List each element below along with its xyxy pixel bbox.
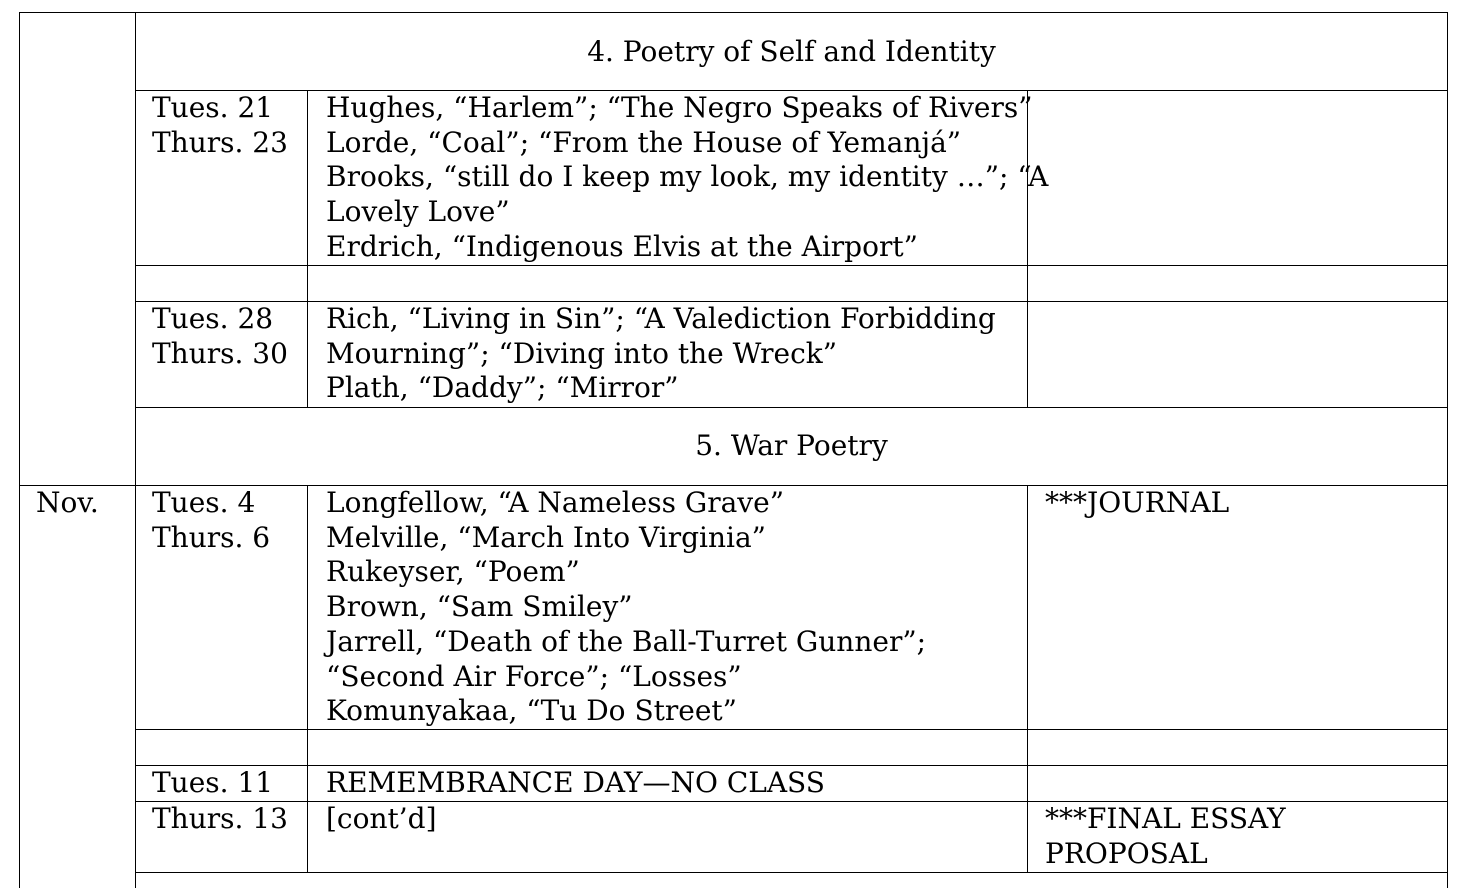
reading-line: Rich, “Living in Sin”; “A Valediction Forbidding (326, 302, 996, 335)
reading-line: Lorde, “Coal”; “From the House of Yemanjá” (326, 125, 962, 159)
readings-cell (326, 91, 1048, 265)
readings-cell (326, 802, 437, 837)
reading-line: Longfellow, “A Nameless Grave” (326, 486, 785, 519)
reading-line: Hughes, “Harlem”; “The Negro Speaks of Rivers” (326, 91, 1033, 124)
reading-line: Mourning”; “Diving into the Wreck” (326, 336, 838, 370)
reading-line: Plath, “Daddy”; “Mirror” (326, 371, 679, 405)
month-text: Nov. (36, 486, 99, 519)
reading-line: Rukeyser, “Poem” (326, 555, 580, 589)
reading-line: “Second Air Force”; “Losses” (326, 659, 742, 693)
table-rule (19, 12, 1448, 13)
reading-line: [cont’d] (326, 802, 437, 835)
table-rule (135, 729, 1448, 730)
table-rule (19, 12, 20, 888)
readings-cell (326, 766, 825, 801)
reading-line: REMEMBRANCE DAY—NO CLASS (326, 766, 825, 799)
date-cell (152, 766, 273, 801)
readings-cell (326, 302, 996, 406)
date-cell (152, 802, 288, 837)
table-rule (1027, 485, 1028, 872)
date-cell (152, 302, 288, 371)
table-rule (1447, 12, 1448, 888)
date-cell (152, 91, 288, 160)
reading-line: Jarrell, “Death of the Ball-Turret Gunner”; (326, 624, 927, 658)
section-heading: 5. War Poetry (695, 429, 888, 462)
reading-line: Lovely Love” (326, 195, 510, 229)
table-rule (135, 265, 1448, 266)
date-text: Tues. 4 (152, 486, 256, 519)
note-line: ***FINAL ESSAY (1045, 802, 1286, 835)
section-heading: 4. Poetry of Self and Identity (587, 35, 996, 68)
note-line: ***JOURNAL (1045, 486, 1230, 519)
date-text: Tues. 28 (152, 302, 274, 335)
date-text: Thurs. 13 (152, 802, 288, 835)
readings-cell (326, 486, 926, 729)
date-text: Thurs. 23 (152, 125, 288, 159)
table-rule (135, 872, 1448, 873)
date-text: Thurs. 30 (152, 336, 288, 370)
reading-line: Brown, “Sam Smiley” (326, 590, 633, 624)
notes-cell (1045, 802, 1286, 871)
note-line: PROPOSAL (1045, 836, 1208, 870)
reading-line: Melville, “March Into Virginia” (326, 520, 766, 554)
notes-cell (1045, 486, 1229, 521)
date-text: Tues. 21 (152, 91, 274, 124)
reading-line: Erdrich, “Indigenous Elvis at the Airport” (326, 229, 918, 263)
table-rule (307, 90, 308, 407)
reading-line: Komunyakaa, “Tu Do Street” (326, 694, 737, 728)
month-cell (36, 486, 99, 521)
table-rule (135, 407, 1448, 408)
date-cell (152, 486, 270, 555)
table-rule (307, 485, 308, 872)
date-text: Thurs. 6 (152, 520, 271, 554)
date-text: Tues. 11 (152, 766, 274, 799)
reading-line: Brooks, “still do I keep my look, my identity …”; “A (326, 160, 1049, 194)
